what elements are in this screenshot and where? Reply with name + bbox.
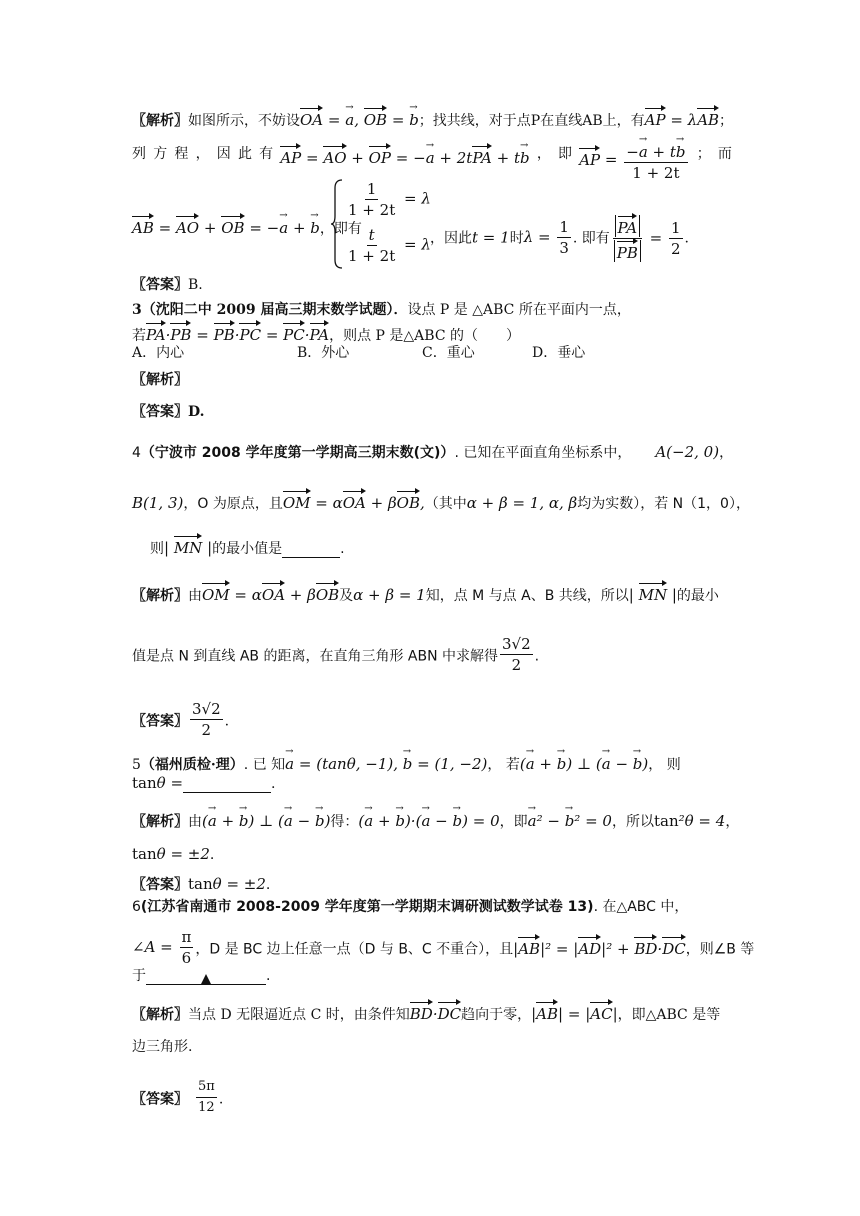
p4-answer: 〖答案〗 $\frac{3√2}{2}$ . [132, 700, 230, 739]
answer-blank[interactable] [183, 778, 271, 793]
p6-analysis-line-1: 〖解析〗当点 D 无限逼近点 C 时，由条件知BD·DC趋向于零，|AB| = |AC|，即△ABC 是等 [132, 1001, 720, 1024]
p4-question-line-3: 则| MN |的最小值是 . [150, 535, 345, 558]
p2-analysis-line-3: AB = AO + OB = −a → + b →，即有 [132, 215, 362, 238]
math-ab-expansion: AB = AO + OB = −a → + b → [132, 219, 320, 237]
option-a: A．内心 [132, 345, 185, 361]
math-pa-pb-ratio: $\frac{PA}{PB}$ = $\frac{1}{2}$ [610, 229, 685, 247]
triangle-marker-icon: ▲ [200, 971, 212, 987]
p2-answer: 〖答案〗B. [132, 277, 203, 293]
math-ap-lambda: AP = λAB [645, 111, 719, 129]
p2-analysis-line-2: 列 方 程 ， 因 此 有 AP = AO + OP = −a → + 2tPA + tb → ， 即 AP = $\frac{-a \to + tb \to}{1 + 2t}$ ； 而 [132, 145, 732, 188]
p3-question-line-1: 3（沈阳二中 2009 届高三期末数学试题）．设点 P 是 △ABC 所在平面内一点， [132, 302, 631, 318]
p5-question-line-1: 5（福州质检·理）. 已 知a → = (tanθ, −1), b → = (1, −2)， 若(a → + b →) ⊥ (a → − b →)， 则 [132, 751, 681, 774]
p6-question-line-1: 6(江苏省南通市 2008-2009 学年度第一学期期末调研测试数学试卷 13). 在△ABC 中， [132, 899, 689, 915]
p5-analysis-line-2: tanθ = ±2. [132, 845, 215, 863]
math-3sqrt2-over-2: $\frac{3√2}{2}$ [502, 635, 531, 674]
math-dot-products: PA·PB = PB·PC = PC·PA [146, 326, 329, 344]
p3-answer: 〖答案〗D. [132, 404, 205, 420]
p5-answer: 〖答案〗tanθ = ±2. [132, 875, 271, 893]
p3-options [132, 344, 585, 362]
p2-analysis-line-3b: ，因此t = 1时λ = $\frac{1}{3}$ . 即有 $\frac{PA}{PB}$ = $\frac{1}{2}$ . [430, 215, 689, 262]
answer-blank[interactable] [282, 543, 340, 558]
left-brace-icon [330, 178, 344, 270]
p3-question-line-2: 若PA·PB = PB·PC = PC·PA，则点 P 是△ABC 的（ ） [132, 322, 520, 345]
p4-question-line-2: B(1, 3)，O 为原点，且OM = αOA + βOB,（其中α + β = 1, α, β均为实数），若 N（1，0）， [132, 490, 750, 513]
math-ab-ad-condition: |AB|² = |AD|² + BD·DC [513, 940, 686, 958]
option-c: C．重心 [422, 345, 475, 361]
math-ap-fraction: AP = $\frac{-a \to + tb \to}{1 + 2t}$ [579, 139, 689, 182]
p5-question-line-2: tanθ = . [132, 774, 276, 792]
math-setup: OA = a →, OB = b → [300, 111, 419, 129]
document-page: 〖解析〗如图所示，不妨设OA = a →, OB = b →；找共线，对于点P在直线AB上，有AP = λAB； 列 方 程 ， 因 此 有 AP = AO + OP = −a → + 2tPA + tb → ， 即 AP = $\frac{-a \to + tb \to}{1 + 2t}$ ； 而 AB = AO + OB = −a → + b →，即有 $\frac{1}{1 + 2t}$ = λ $\frac{t}{1 + 2t}$ = λ ，因此t = 1时λ = $\frac{1}{3}$ . 即有 $\frac{PA}{PB}$ = $\frac{1}{2}$ . 〖答案〗B. 3（沈阳二中 2009 届高三期末数学试题）．设点 P 是 △ABC 所在平面内一点， 若PA·PB = PB·PC = PC·PA，则点 P 是△ABC 的（ ） A．内心 B．外心 C．重心 D．垂心 〖解析〗 〖答案〗D. 4（宁波市 2008 学年度第一学期高三期末数(文)）. 已知在平面直角坐标系中， A(−2, 0)， B(1, 3)，O 为原点，且OM = αOA + βOB,（其中α + β = 1, α, β均为实数），若 N（1，0）， 则| MN |的最小值是 . 〖解析〗由OM = αOA + βOB及α + β = 1知，点 M 与点 A、B 共线，所以| MN |的最小 值是点 N 到直线 AB 的距离，在直角三角形 ABN 中求解得 $\frac{3√2}{2}$ . 〖答案〗 $\frac{3√2}{2}$ . 5（福州质检·理）. 已 知a → = (tanθ, −1), b → = (1, −2)， 若(a → + b →) ⊥ (a → − b →)， 则 tanθ = . 〖解析〗由(a → + b →) ⊥ (a → − b →)得：(a → + b →)·(a → − b →) = 0，即a →² − b →² = 0，所以tan²θ = 4， tanθ = ±2. 〖答案〗tanθ = ±2. 6(江苏省南通市 2008-2009 学年度第一学期期末调研测试数学试卷 13). 在△ABC 中， ∠A = $\frac{\pi}{6}$ ，D 是 BC 边上任意一点（D 与 B、C 不重合），且|AB|² = |AD|² + BD·DC，则∠B 等 于 ▲ . 〖解析〗当点 D 无限逼近点 C 时，由条件知BD·DC趋向于零，|AB| = |AC|，即△ABC 是等 边三角形. 〖答案〗 $\frac{5\pi}{12}$ . [0, 0, 860, 1216]
option-d: D．垂心 [532, 345, 586, 361]
analysis-tag: 〖解析〗 [132, 113, 188, 129]
p6-question-line-3: 于 ▲ . [132, 968, 271, 987]
p4-analysis-line-1: 〖解析〗由OM = αOA + βOB及α + β = 1知，点 M 与点 A、B 共线，所以| MN |的最小 [132, 582, 719, 605]
p5-analysis-line-1: 〖解析〗由(a → + b →) ⊥ (a → − b →)得：(a → + b →)·(a → − b →) = 0，即a →² − b →² = 0，所以tan²θ = 4， [132, 808, 739, 831]
math-om-combination: OM = αOA + βOB, [283, 494, 425, 512]
p2-analysis-line-1: 〖解析〗如图所示，不妨设OA = a →, OB = b →；找共线，对于点P在直线AB上，有AP = λAB； [132, 107, 733, 130]
p6-analysis-line-2: 边三角形. [132, 1039, 193, 1055]
option-b: B．外心 [297, 345, 350, 361]
math-ap-expansion: AP = AO + OP = −a → + 2tPA + tb → [280, 145, 529, 188]
p6-question-line-2: ∠A = $\frac{\pi}{6}$ ，D 是 BC 边上任意一点（D 与 B、C 不重合），且|AB|² = |AD|² + BD·DC，则∠B 等 [132, 928, 755, 967]
p4-analysis-line-2: 值是点 N 到直线 AB 的距离，在直角三角形 ABN 中求解得 $\frac{3√2}{2}$ . [132, 635, 540, 674]
answer-blank[interactable] [146, 970, 266, 985]
p3-analysis: 〖解析〗 [132, 372, 188, 388]
p4-question-line-1: 4（宁波市 2008 学年度第一学期高三期末数(文)）. 已知在平面直角坐标系中， A(−2, 0)， [132, 443, 734, 461]
p6-answer: 〖答案〗 $\frac{5\pi}{12}$ . [132, 1079, 224, 1115]
